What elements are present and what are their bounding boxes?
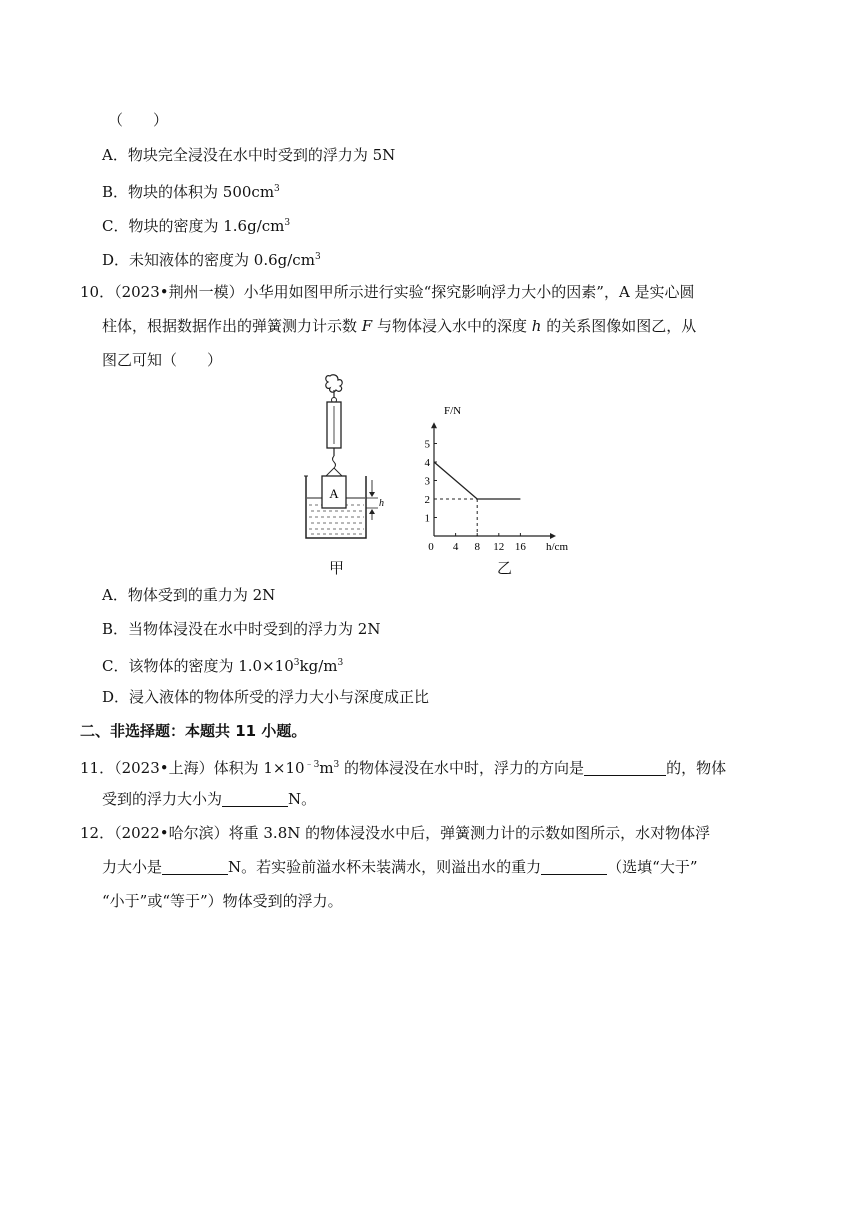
q12-blank-comparison[interactable] (541, 858, 607, 875)
q9-option-a-text: A．物块完全浸没在水中时受到的浮力为 5N (102, 146, 396, 164)
q9-option-b-text: B．物块的体积为 500cm (102, 183, 275, 201)
q11-line2 (102, 789, 316, 809)
q12-line2 (102, 857, 698, 877)
q11-blank-buoyancy[interactable] (222, 790, 288, 807)
q11-sup: 3 (333, 760, 340, 770)
q11-text: 11．（2023•上海）体积为 1×10 (80, 759, 305, 777)
q11-text: 的物体浸没在水中时，浮力的方向是 (339, 759, 585, 777)
q9-option-d[interactable] (102, 247, 321, 270)
h-label: h (379, 498, 384, 509)
q10-option-c-sup: 3 (293, 658, 300, 668)
q10-option-c[interactable] (102, 653, 343, 676)
chart-x-tick-label: 0 (428, 541, 434, 553)
q11-text: m (319, 759, 334, 777)
q10-var-h: h (531, 317, 542, 335)
chart-x-tick-label: 12 (493, 541, 505, 553)
q10-option-b[interactable]: B．当物体浸没在水中时受到的浮力为 2N (102, 620, 381, 638)
q12-line1: 12．（2022•哈尔滨）将重 3.8N 的物体浸没水中后，弹簧测力计的示数如图所示，水对物体浮 (80, 824, 711, 842)
q12-text: （选填“大于” (607, 858, 698, 876)
q10-stem-line1: 10．（2023•荆州一模）小华用如图甲所示进行实验“探究影响浮力大小的因素”，A 是实心圆 (80, 283, 695, 301)
q12-line3: “小于”或“等于”）物体受到的浮力。 (102, 892, 343, 910)
q10-option-d[interactable]: D．浸入液体的物体所受的浮力大小与深度成正比 (102, 688, 430, 706)
figure-jia-apparatus (296, 372, 386, 552)
chart-y-tick-label: 4 (424, 457, 430, 469)
chart-y-axis-label: F/N (444, 405, 462, 417)
q10-option-c-text: C．该物体的密度为 1.0×10 (102, 657, 294, 675)
q10-option-c-unit: kg/m (299, 657, 338, 675)
q9-option-d-sup: 3 (314, 252, 321, 262)
chart-y-tick-label: 1 (424, 512, 430, 525)
q9-option-b[interactable] (102, 179, 280, 202)
chart-x-tick-label: 16 (514, 541, 526, 553)
chart-y-axis-arrow (431, 422, 437, 428)
block-a-label: A (329, 486, 339, 501)
hand-icon (326, 375, 342, 392)
q9-option-c-sup: 3 (284, 218, 291, 228)
chart-y-tick-label: 5 (424, 438, 430, 451)
q10-stem-text: 与物体浸入水中的深度 (372, 317, 532, 335)
figure-jia-caption: 甲 (329, 559, 345, 577)
q9-option-c[interactable] (102, 213, 290, 236)
q10-option-a[interactable]: A．物体受到的重力为 2N (102, 586, 276, 604)
q9-option-c-text: C．物块的密度为 1.6g/cm (102, 217, 285, 235)
q10-stem-text: 的关系图像如图乙，从 (541, 317, 697, 335)
q12-blank-buoyancy[interactable] (162, 858, 228, 875)
q12-text: 力大小是 (102, 858, 163, 876)
q11-text: 的，物体 (666, 759, 727, 777)
q9-answer-paren: （ ） (108, 111, 169, 129)
q9-option-a[interactable] (102, 145, 395, 165)
chart-x-tick-label: 8 (474, 541, 480, 553)
chart-x-axis-arrow (550, 533, 556, 539)
chart-x-tick-label: 4 (452, 541, 459, 553)
chart-y-tick-label: 3 (424, 475, 430, 488)
q10-var-F: F (361, 317, 373, 335)
q10-stem-line2 (102, 316, 696, 336)
figure-yi-chart (418, 400, 588, 560)
q11-text: N。 (288, 790, 317, 808)
chart-series-line (434, 462, 520, 499)
q11-text: 受到的浮力大小为 (102, 790, 223, 808)
q11-blank-direction[interactable] (584, 759, 666, 776)
chart-x-axis-label: h/cm (546, 541, 568, 553)
q9-option-b-sup: 3 (274, 184, 280, 194)
q10-stem-text: 柱体，根据数据作出的弹簧测力计示数 (102, 317, 362, 335)
section-heading: 二、非选择题：本题共 11 小题。 (80, 722, 307, 740)
q9-option-d-text: D．未知液体的密度为 0.6g/cm (102, 251, 315, 269)
figure-yi-caption: 乙 (497, 559, 513, 577)
water-fill (309, 505, 364, 534)
chart-y-tick-label: 2 (424, 494, 430, 506)
q12-text: N。若实验前溢水杯未装满水，则溢出水的重力 (228, 858, 542, 876)
q10-option-c-unit-sup: 3 (337, 658, 344, 668)
q11-line1 (80, 755, 726, 778)
q10-stem-line3: 图乙可知（ ） (102, 351, 223, 369)
q11-sup: ﹣3 (304, 760, 320, 770)
